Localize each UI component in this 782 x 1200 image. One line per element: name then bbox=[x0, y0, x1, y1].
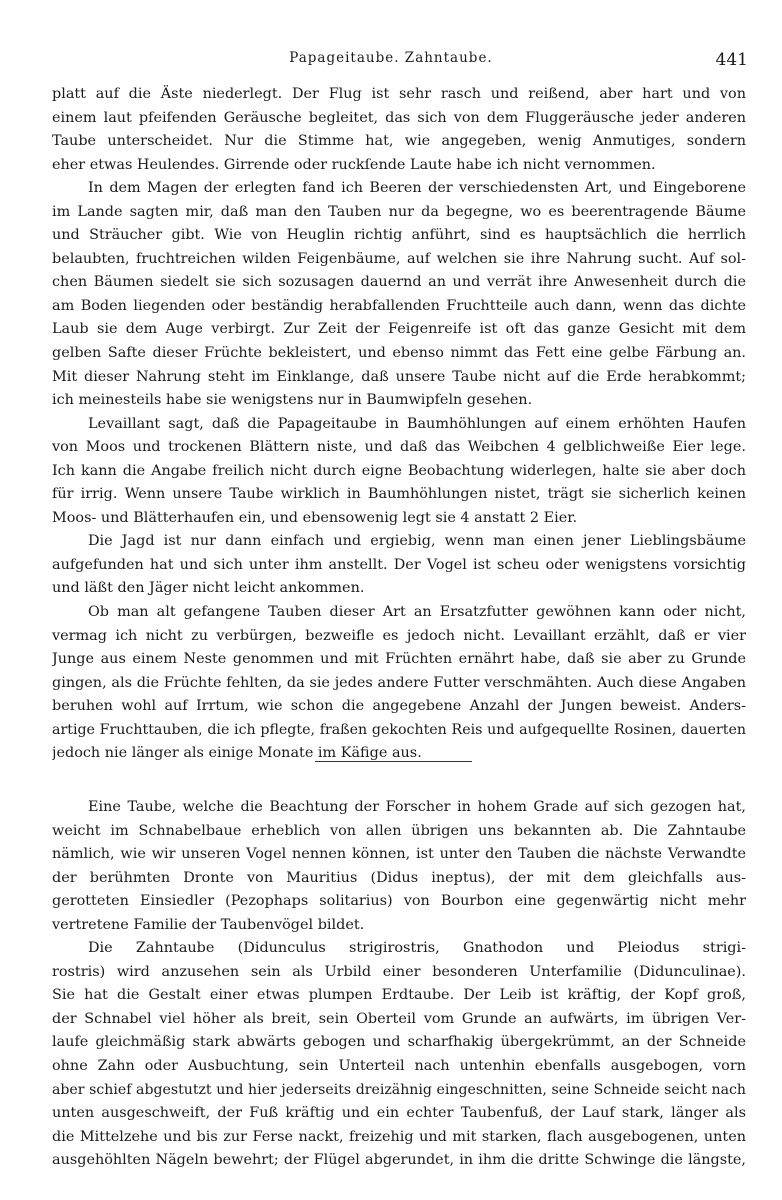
text-line: platt auf die Äste niederlegt. Der Flug ist sehr rasch und reißend, aber hart und von bbox=[52, 86, 746, 102]
text-line: rostris) wird anzusehen sein als Urbild einer besonderen Unterfamilie (Didunculinae). bbox=[52, 963, 746, 980]
text-line: Mit dieser Nahrung steht im Einklange, daß unsere Taube nicht auf die Erde herabkommt; bbox=[52, 368, 746, 385]
text-line: In dem Magen der erlegten fand ich Beeren der verschiedensten Art, und Eingeborene bbox=[88, 180, 746, 197]
text-line: eher etwas Heulendes. Girrende oder ruckſende Laute habe ich nicht vernommen. bbox=[52, 156, 656, 173]
text-line: aufgefunden hat und sich unter ihm anstellt. Der Vogel ist scheu oder wenigstens vorsichtig bbox=[52, 556, 746, 573]
text-line: die Mittelzehe und bis zur Ferse nackt, freizehig und mit starken, flach ausgebogenen, unten bbox=[52, 1128, 746, 1145]
text-line: einem laut pfeifenden Geräusche begleitet, das sich von dem Fluggeräusche jeder anderen bbox=[52, 109, 746, 126]
text-line: Taube unterscheidet. Nur die Stimme hat, wie angegeben, wenig Anmutiges, sondern bbox=[52, 133, 746, 150]
text-line: und läßt den Jäger nicht leicht ankommen. bbox=[52, 580, 365, 597]
text-line: aber schief abgestutzt und hier jederseits dreizähnig eingeschnitten, seine Schneide seicht nach bbox=[52, 1081, 746, 1098]
text-line: Junge aus einem Neste genommen und mit Früchten ernährt habe, daß sie aber zu Grunde bbox=[52, 651, 746, 668]
text-line: Eine Taube, welche die Beachtung der Forscher in hohem Grade auf sich gezogen hat, bbox=[88, 799, 746, 815]
text-line: ohne Zahn oder Ausbuchtung, sein Unterteil nach untenhin ebenfalls ausgebogen, vorn bbox=[52, 1058, 746, 1075]
text-line: artige Fruchttauben, die ich pflegte, fraßen gekochten Reis und aufgequellte Rosinen, dauerten bbox=[52, 721, 746, 738]
text-line: Ob man alt gefangene Tauben dieser Art an Ersatzfutter gewöhnen kann oder nicht, bbox=[88, 604, 746, 621]
text-line: Levaillant sagt, daß die Papageitaube in Baumhöhlungen auf einem erhöhten Haufen bbox=[88, 415, 746, 432]
text-line: Ich kann die Angabe freilich nicht durch eigne Beobachtung widerlegen, halte sie aber doch bbox=[52, 462, 746, 479]
running-title: Papageitaube. Zahntaube. bbox=[289, 50, 493, 66]
text-line: gelben Safte dieser Früchte bekleistert, und ebenso nimmt das Fett eine gelbe Färbung an. bbox=[52, 345, 746, 362]
text-line: gingen, als die Früchte fehlten, da sie jedes andere Futter verschmähten. Auch diese Angaben bbox=[52, 674, 746, 691]
text-line: und Sträucher gibt. Wie von Heuglin richtig anführt, sind es hauptsächlich die herrlich bbox=[52, 227, 746, 244]
text-line: vertretene Familie der Taubenvögel bildet. bbox=[52, 916, 365, 933]
text-line: nämlich, wie wir unseren Vogel nennen können, ist unter den Tauben die nächste Verwandte bbox=[52, 846, 746, 863]
text-line: ich meinesteils habe sie wenigstens nur in Baumwipfeln gesehen. bbox=[52, 392, 533, 409]
text-line: vermag ich nicht zu verbürgen, bezweifle es jedoch nicht. Levaillant erzählt, daß er vier bbox=[52, 627, 746, 644]
text-line: Moos- und Blätterhaufen ein, und ebensowenig legt sie 4 anstatt 2 Eier. bbox=[52, 509, 578, 526]
text-line: Die Zahntaube (Didunculus strigirostris, Gnathodon und Pleiodus strigi- bbox=[88, 940, 746, 957]
text-line: unten ausgeschweift, der Fuß kräftig und ein echter Taubenfuß, der Lauf stark, länger als bbox=[52, 1105, 746, 1122]
text-line: belaubten, fruchtreichen wilden Feigenbäume, auf welchen sie ihre Nahrung sucht. Auf sol- bbox=[52, 250, 746, 267]
text-line: beruhen wohl auf Irrtum, wie schon die angegebene Anzahl der Jungen beweist. Anders- bbox=[52, 698, 746, 715]
text-block-zahntaube bbox=[52, 796, 746, 1173]
text-line: weicht im Schnabelbaue erheblich von allen übrigen uns bekannten ab. Die Zahntaube bbox=[52, 822, 746, 839]
text-line: laufe gleichmäßig stark abwärts gebogen und scharfhakig übergekrümmt, an der Schneide bbox=[52, 1034, 746, 1051]
text-line: ausgehöhlten Nägeln bewehrt; der Flügel abgerundet, in ihm die dritte Schwinge die längste, bbox=[52, 1152, 746, 1169]
text-line: Sie hat die Gestalt einer etwas plumpen Erdtaube. Der Leib ist kräftig, der Kopf groß, bbox=[52, 987, 746, 1004]
text-line: für irrig. Wenn unsere Taube wirklich in Baumhöhlungen nistet, trägt sie sicherlich keinen bbox=[52, 486, 746, 503]
text-line: chen Bäumen siedelt sie sich sozusagen dauernd an und verrät ihre Anwesenheit durch die bbox=[52, 274, 746, 291]
text-line: Laub sie dem Auge verbirgt. Zur Zeit der Feigenreife ist oft das ganze Gesicht mit dem bbox=[52, 321, 746, 338]
text-line: im Lande sagten mir, daß man den Tauben nur da begegne, wo es beerentragende Bäume bbox=[52, 203, 746, 220]
text-line: Die Jagd ist nur dann einfach und ergiebig, wenn man einen jener Lieblingsbäume bbox=[88, 533, 746, 550]
text-block-papageitaube bbox=[52, 83, 746, 766]
text-line: gerotteten Einsiedler (Pezophaps solitarius) von Bourbon eine gegenwärtig nicht mehr bbox=[52, 893, 746, 910]
text-line: von Moos und trockenen Blättern niste, und daß das Weibchen 4 gelblichweiße Eier lege. bbox=[52, 439, 746, 456]
text-line: der Schnabel viel höher als breit, sein Oberteil vom Grunde an aufwärts, im übrigen Ver- bbox=[52, 1010, 746, 1027]
text-line: am Boden liegenden oder beständig herabfallenden Fruchtteile auch dann, wenn das dichte bbox=[52, 297, 746, 314]
text-line: der berühmten Dronte von Mauritius (Didus ineptus), der mit dem gleichfalls aus- bbox=[52, 869, 746, 886]
page-number: 441 bbox=[715, 50, 748, 70]
text-line: jedoch nie länger als einige Monate im Käfige aus. bbox=[52, 745, 422, 762]
section-divider bbox=[315, 761, 472, 762]
